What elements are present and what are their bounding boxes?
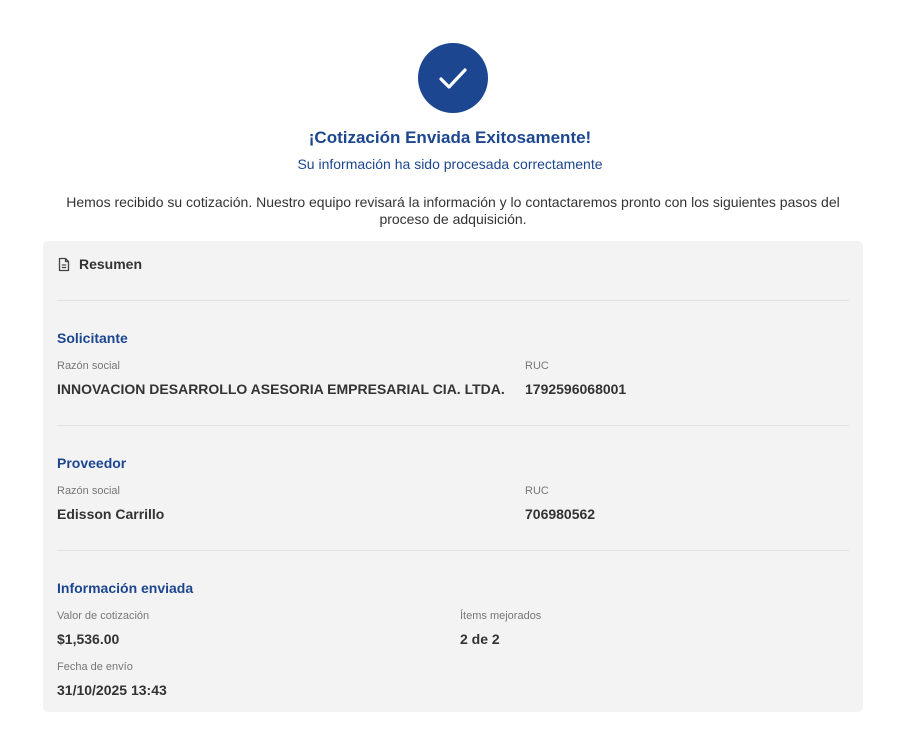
summary-card bbox=[43, 241, 863, 712]
items-value: 2 de 2 bbox=[460, 631, 500, 647]
success-message: Hemos recibido su cotización. Nuestro equipo revisará la información y lo contactaremos pronto con los siguientes pasos del proceso de adquisición. bbox=[66, 194, 840, 227]
summary-header bbox=[57, 256, 142, 272]
solicitante-ruc-value: 1792596068001 bbox=[525, 381, 627, 397]
proveedor-title: Proveedor bbox=[57, 455, 127, 471]
divider bbox=[57, 550, 849, 551]
divider bbox=[57, 300, 849, 301]
success-check-badge bbox=[418, 43, 488, 113]
check-icon bbox=[436, 61, 470, 95]
summary-title: Resumen bbox=[79, 256, 143, 272]
proveedor-ruc-value: 706980562 bbox=[525, 506, 596, 522]
proveedor-razon-label: Razón social bbox=[57, 485, 120, 497]
fecha-value: 31/10/2025 13:43 bbox=[57, 682, 167, 698]
success-subtitle: Su información ha sido procesada correctamente bbox=[297, 156, 603, 172]
solicitante-title: Solicitante bbox=[57, 330, 128, 346]
proveedor-razon-value: Edisson Carrillo bbox=[57, 506, 165, 522]
solicitante-razon-value: INNOVACION DESARROLLO ASESORIA EMPRESARIAL CIA. LTDA. bbox=[57, 381, 505, 397]
document-icon bbox=[57, 257, 71, 272]
solicitante-ruc-label: RUC bbox=[525, 360, 549, 372]
info-title: Información enviada bbox=[57, 580, 194, 596]
items-label: Ítems mejorados bbox=[460, 610, 542, 622]
divider bbox=[57, 425, 849, 426]
success-title: ¡Cotización Enviada Exitosamente! bbox=[308, 128, 592, 147]
fecha-label: Fecha de envío bbox=[57, 661, 133, 673]
solicitante-razon-label: Razón social bbox=[57, 360, 120, 372]
proveedor-ruc-label: RUC bbox=[525, 485, 549, 497]
valor-value: $1,536.00 bbox=[57, 631, 120, 647]
valor-label: Valor de cotización bbox=[57, 610, 150, 622]
